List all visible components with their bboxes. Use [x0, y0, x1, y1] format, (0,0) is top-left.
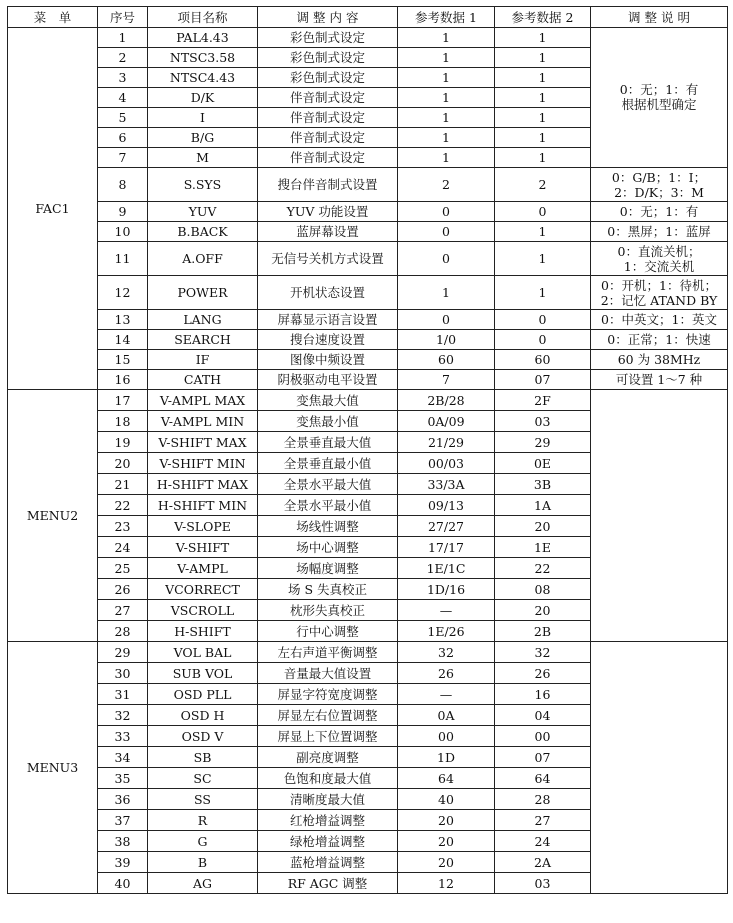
adjust-note-aoff: 0：直流关机； 1：交流关机	[591, 242, 728, 276]
item-name: S.SYS	[148, 168, 258, 202]
reference-value-1: 21/29	[398, 432, 495, 453]
reference-value-1: 1	[398, 148, 495, 168]
table-row	[8, 642, 728, 663]
reference-value-1: 12	[398, 873, 495, 894]
adjust-note-ssys: 0：G/B；1：I； 2：D/K；3：M	[591, 168, 728, 202]
item-name: SS	[148, 789, 258, 810]
reference-value-1: 1D	[398, 747, 495, 768]
item-name: H-SHIFT MIN	[148, 495, 258, 516]
reference-value-1: 20	[398, 810, 495, 831]
reference-value-2: 1	[495, 108, 591, 128]
row-number: 36	[98, 789, 148, 810]
header-ref2: 参考数据 2	[495, 7, 591, 28]
reference-value-1: 1E/1C	[398, 558, 495, 579]
reference-value-1: 32	[398, 642, 495, 663]
adjust-content: 彩色制式设定	[258, 48, 398, 68]
adjust-note-search: 0：正常；1：快速	[591, 330, 728, 350]
reference-value-1: 0A/09	[398, 411, 495, 432]
item-name: NTSC3.58	[148, 48, 258, 68]
item-name: D/K	[148, 88, 258, 108]
reference-value-1: 1	[398, 48, 495, 68]
reference-value-2: 1	[495, 88, 591, 108]
adjust-content: YUV 功能设置	[258, 202, 398, 222]
reference-value-2: 64	[495, 768, 591, 789]
reference-value-2: 29	[495, 432, 591, 453]
reference-value-1: 1	[398, 108, 495, 128]
reference-value-2: 1	[495, 128, 591, 148]
adjust-content: 搜台伴音制式设置	[258, 168, 398, 202]
reference-value-2: 1	[495, 276, 591, 310]
row-number: 37	[98, 810, 148, 831]
header-row	[8, 7, 728, 28]
reference-value-2: 1	[495, 68, 591, 88]
reference-value-1: 2	[398, 168, 495, 202]
adjust-content: 蓝屏幕设置	[258, 222, 398, 242]
item-name: V-AMPL	[148, 558, 258, 579]
reference-value-2: 22	[495, 558, 591, 579]
adjust-note-bback: 0：黑屏；1：蓝屏	[591, 222, 728, 242]
table-row	[8, 310, 728, 330]
reference-value-2: 1A	[495, 495, 591, 516]
adjust-content: 屏幕显示语言设置	[258, 310, 398, 330]
table-row	[8, 168, 728, 202]
header-number: 序号	[98, 7, 148, 28]
row-number: 11	[98, 242, 148, 276]
row-number: 3	[98, 68, 148, 88]
reference-value-2: 27	[495, 810, 591, 831]
adjust-note-empty	[591, 642, 728, 894]
table-row	[8, 28, 728, 48]
row-number: 22	[98, 495, 148, 516]
item-name: LANG	[148, 310, 258, 330]
row-number: 1	[98, 28, 148, 48]
reference-value-1: 1E/26	[398, 621, 495, 642]
item-name: PAL4.43	[148, 28, 258, 48]
row-number: 10	[98, 222, 148, 242]
adjust-note-yuv: 0：无；1：有	[591, 202, 728, 222]
reference-value-2: 04	[495, 705, 591, 726]
row-number: 12	[98, 276, 148, 310]
row-number: 7	[98, 148, 148, 168]
row-number: 23	[98, 516, 148, 537]
reference-value-1: 0	[398, 222, 495, 242]
row-number: 27	[98, 600, 148, 621]
reference-value-1: —	[398, 684, 495, 705]
reference-value-2: 24	[495, 831, 591, 852]
item-name: POWER	[148, 276, 258, 310]
reference-value-2: 1	[495, 148, 591, 168]
row-number: 6	[98, 128, 148, 148]
reference-value-1: 1D/16	[398, 579, 495, 600]
table-row	[8, 242, 728, 276]
adjust-content: 副亮度调整	[258, 747, 398, 768]
row-number: 39	[98, 852, 148, 873]
reference-value-1: 2B/28	[398, 390, 495, 411]
table-row	[8, 202, 728, 222]
item-name: OSD PLL	[148, 684, 258, 705]
reference-value-2: 00	[495, 726, 591, 747]
item-name: VSCROLL	[148, 600, 258, 621]
adjust-content: 枕形失真校正	[258, 600, 398, 621]
reference-value-1: 60	[398, 350, 495, 370]
row-number: 40	[98, 873, 148, 894]
reference-value-1: 1	[398, 276, 495, 310]
reference-value-1: 00	[398, 726, 495, 747]
item-name: SB	[148, 747, 258, 768]
adjust-content: 场线性调整	[258, 516, 398, 537]
item-name: OSD H	[148, 705, 258, 726]
reference-value-1: 00/03	[398, 453, 495, 474]
item-name: VCORRECT	[148, 579, 258, 600]
table-row	[8, 276, 728, 310]
table-row	[8, 222, 728, 242]
row-number: 32	[98, 705, 148, 726]
reference-value-2: 0	[495, 330, 591, 350]
reference-value-1: 09/13	[398, 495, 495, 516]
reference-value-1: 1	[398, 28, 495, 48]
row-number: 2	[98, 48, 148, 68]
item-name: SC	[148, 768, 258, 789]
row-number: 17	[98, 390, 148, 411]
reference-value-2: 1	[495, 242, 591, 276]
reference-value-2: 08	[495, 579, 591, 600]
adjust-content: 开机状态设置	[258, 276, 398, 310]
table-row	[8, 390, 728, 411]
row-number: 18	[98, 411, 148, 432]
reference-value-2: 03	[495, 873, 591, 894]
row-number: 19	[98, 432, 148, 453]
row-number: 29	[98, 642, 148, 663]
item-name: SEARCH	[148, 330, 258, 350]
row-number: 35	[98, 768, 148, 789]
adjust-content: 无信号关机方式设置	[258, 242, 398, 276]
row-number: 31	[98, 684, 148, 705]
reference-value-1: 1	[398, 128, 495, 148]
reference-value-1: 0A	[398, 705, 495, 726]
reference-value-2: 16	[495, 684, 591, 705]
adjust-content: 全景垂直最小值	[258, 453, 398, 474]
item-name: V-SHIFT MAX	[148, 432, 258, 453]
row-number: 5	[98, 108, 148, 128]
header-notes: 调 整 说 明	[591, 7, 728, 28]
row-number: 38	[98, 831, 148, 852]
row-number: 25	[98, 558, 148, 579]
reference-value-1: 7	[398, 370, 495, 390]
reference-value-1: 0	[398, 242, 495, 276]
item-name: B.BACK	[148, 222, 258, 242]
item-name: V-SLOPE	[148, 516, 258, 537]
item-name: H-SHIFT	[148, 621, 258, 642]
item-name: R	[148, 810, 258, 831]
row-number: 33	[98, 726, 148, 747]
reference-value-2: 2F	[495, 390, 591, 411]
reference-value-1: 33/3A	[398, 474, 495, 495]
reference-value-2: 28	[495, 789, 591, 810]
reference-value-2: 26	[495, 663, 591, 684]
reference-value-1: —	[398, 600, 495, 621]
menu-group-menu2: MENU2	[8, 390, 98, 642]
adjust-note-lang: 0：中英文；1：英文	[591, 310, 728, 330]
item-name: OSD V	[148, 726, 258, 747]
adjust-content: 色饱和度最大值	[258, 768, 398, 789]
adjust-content: 伴音制式设定	[258, 128, 398, 148]
adjust-note-empty	[591, 390, 728, 642]
reference-value-1: 27/27	[398, 516, 495, 537]
adjust-content: 行中心调整	[258, 621, 398, 642]
row-number: 26	[98, 579, 148, 600]
menu-group-fac1: FAC1	[8, 28, 98, 390]
reference-value-2: 07	[495, 370, 591, 390]
item-name: V-AMPL MIN	[148, 411, 258, 432]
reference-value-1: 1/0	[398, 330, 495, 350]
menu-group-menu3: MENU3	[8, 642, 98, 894]
row-number: 13	[98, 310, 148, 330]
adjust-note-if: 60 为 38MHz	[591, 350, 728, 370]
reference-value-2: 2A	[495, 852, 591, 873]
adjust-content: 全景水平最小值	[258, 495, 398, 516]
row-number: 24	[98, 537, 148, 558]
header-menu: 菜 单	[8, 7, 98, 28]
item-name: AG	[148, 873, 258, 894]
reference-value-2: 1E	[495, 537, 591, 558]
adjust-content: 左右声道平衡调整	[258, 642, 398, 663]
item-name: YUV	[148, 202, 258, 222]
adjust-content: 彩色制式设定	[258, 68, 398, 88]
table-row	[8, 330, 728, 350]
item-name: IF	[148, 350, 258, 370]
adjust-content: 红枪增益调整	[258, 810, 398, 831]
adjust-note-system: 0：无；1：有 根据机型确定	[591, 28, 728, 168]
header-content: 调 整 内 容	[258, 7, 398, 28]
adjust-note-power: 0：开机；1：待机； 2：记忆 ATAND BY	[591, 276, 728, 310]
row-number: 21	[98, 474, 148, 495]
adjustment-table	[7, 6, 728, 894]
item-name: CATH	[148, 370, 258, 390]
reference-value-2: 2B	[495, 621, 591, 642]
adjust-content: RF AGC 调整	[258, 873, 398, 894]
reference-value-1: 20	[398, 852, 495, 873]
reference-value-2: 32	[495, 642, 591, 663]
adjust-content: 屏显上下位置调整	[258, 726, 398, 747]
item-name: VOL BAL	[148, 642, 258, 663]
reference-value-1: 1	[398, 88, 495, 108]
adjust-content: 伴音制式设定	[258, 148, 398, 168]
adjust-content: 伴音制式设定	[258, 88, 398, 108]
item-name: A.OFF	[148, 242, 258, 276]
adjust-content: 阴极驱动电平设置	[258, 370, 398, 390]
reference-value-2: 07	[495, 747, 591, 768]
item-name: H-SHIFT MAX	[148, 474, 258, 495]
adjust-content: 场 S 失真校正	[258, 579, 398, 600]
adjust-content: 图像中频设置	[258, 350, 398, 370]
reference-value-2: 20	[495, 516, 591, 537]
reference-value-1: 64	[398, 768, 495, 789]
reference-value-1: 1	[398, 68, 495, 88]
item-name: B	[148, 852, 258, 873]
row-number: 16	[98, 370, 148, 390]
item-name: M	[148, 148, 258, 168]
item-name: I	[148, 108, 258, 128]
adjust-content: 变焦最小值	[258, 411, 398, 432]
reference-value-2: 1	[495, 48, 591, 68]
adjust-content: 场中心调整	[258, 537, 398, 558]
adjust-content: 屏显左右位置调整	[258, 705, 398, 726]
adjust-content: 场幅度调整	[258, 558, 398, 579]
reference-value-1: 0	[398, 310, 495, 330]
item-name: V-SHIFT	[148, 537, 258, 558]
adjust-content: 屏显字符宽度调整	[258, 684, 398, 705]
adjust-content: 全景垂直最大值	[258, 432, 398, 453]
adjust-content: 变焦最大值	[258, 390, 398, 411]
item-name: B/G	[148, 128, 258, 148]
row-number: 34	[98, 747, 148, 768]
reference-value-2: 0	[495, 202, 591, 222]
row-number: 28	[98, 621, 148, 642]
reference-value-2: 1	[495, 28, 591, 48]
adjust-content: 伴音制式设定	[258, 108, 398, 128]
row-number: 9	[98, 202, 148, 222]
adjust-content: 全景水平最大值	[258, 474, 398, 495]
adjust-content: 搜台速度设置	[258, 330, 398, 350]
adjust-content: 绿枪增益调整	[258, 831, 398, 852]
reference-value-1: 17/17	[398, 537, 495, 558]
reference-value-1: 40	[398, 789, 495, 810]
item-name: SUB VOL	[148, 663, 258, 684]
item-name: NTSC4.43	[148, 68, 258, 88]
row-number: 14	[98, 330, 148, 350]
reference-value-2: 0	[495, 310, 591, 330]
reference-value-1: 0	[398, 202, 495, 222]
adjust-content: 清晰度最大值	[258, 789, 398, 810]
adjust-content: 蓝枪增益调整	[258, 852, 398, 873]
header-ref1: 参考数据 1	[398, 7, 495, 28]
adjust-content: 音量最大值设置	[258, 663, 398, 684]
row-number: 15	[98, 350, 148, 370]
row-number: 20	[98, 453, 148, 474]
row-number: 8	[98, 168, 148, 202]
reference-value-2: 03	[495, 411, 591, 432]
item-name: G	[148, 831, 258, 852]
reference-value-2: 20	[495, 600, 591, 621]
table-row	[8, 350, 728, 370]
table-row	[8, 370, 728, 390]
reference-value-2: 2	[495, 168, 591, 202]
adjust-note-cath: 可设置 1～7 种	[591, 370, 728, 390]
reference-value-2: 1	[495, 222, 591, 242]
header-item-name: 项目名称	[148, 7, 258, 28]
item-name: V-AMPL MAX	[148, 390, 258, 411]
reference-value-1: 26	[398, 663, 495, 684]
reference-value-1: 20	[398, 831, 495, 852]
reference-value-2: 3B	[495, 474, 591, 495]
item-name: V-SHIFT MIN	[148, 453, 258, 474]
reference-value-2: 0E	[495, 453, 591, 474]
reference-value-2: 60	[495, 350, 591, 370]
adjust-content: 彩色制式设定	[258, 28, 398, 48]
row-number: 4	[98, 88, 148, 108]
row-number: 30	[98, 663, 148, 684]
